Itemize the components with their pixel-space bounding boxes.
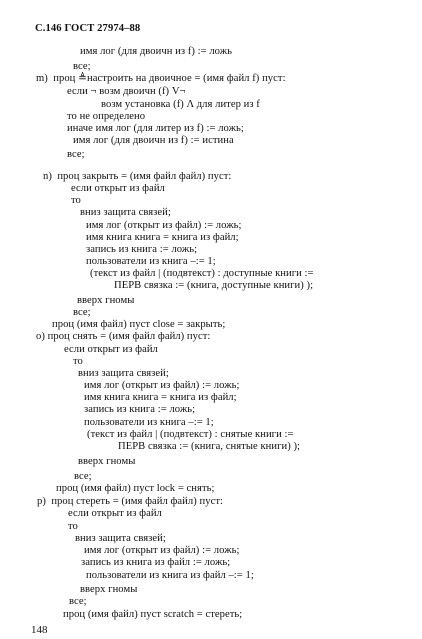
code-line: имя книга книга = книга из файл; (86, 232, 239, 243)
code-line: имя лог (открыт из файл) := ложь; (86, 220, 242, 231)
code-line: n) проц закрыть = (имя файл файл) пуст: (43, 171, 232, 182)
page-header: С.146 ГОСТ 27974–88 (35, 23, 141, 34)
code-line: запись из книга из файл := ложь; (81, 557, 231, 568)
code-line: то не определено (67, 111, 146, 122)
page-number: 148 (31, 624, 48, 636)
code-line: если ¬ возм двоичн (f) V¬ (67, 86, 186, 97)
code-line: имя лог (открыт из файл) := ложь; (84, 380, 240, 391)
code-line: то (73, 356, 83, 367)
code-line: пользователи из книга –:= 1; (86, 256, 216, 267)
code-line: иначе имя лог (для литер из f) := ложь; (67, 123, 244, 134)
code-line: m) проц ≜настроить на двоичное = (имя файл f) пуст: (36, 73, 286, 84)
code-line: (текст из файл | (подвтекст) : снятые книги := (87, 429, 294, 440)
code-line: имя лог (для двоичн из f) := истина (73, 135, 234, 146)
code-line: все; (67, 149, 85, 160)
code-line: имя лог (открыт из файл) := ложь; (84, 545, 240, 556)
code-line: все; (74, 471, 92, 482)
code-line: вниз защита связей; (78, 368, 169, 379)
code-line: если открыт из файл (64, 344, 158, 355)
code-line: пользователи из книга –:= 1; (84, 417, 214, 428)
code-line: то (71, 195, 81, 206)
code-line: проц (имя файл) пуст lock = снять; (56, 483, 215, 494)
code-line: имя лог (для двоичн из f) := ложь (80, 46, 233, 57)
code-line: все; (73, 61, 91, 72)
code-line: p) проц стереть = (имя файл файл) пуст: (37, 496, 223, 507)
code-line: o) проц снять = (имя файл файл) пуст: (36, 331, 211, 342)
code-line: запись из книга := ложь; (86, 244, 198, 255)
code-line: вверх гномы (77, 295, 135, 306)
code-line: (текст из файл | (подвтекст) : доступные книги := (90, 268, 314, 279)
code-line: если открыт из файл (68, 508, 162, 519)
code-line: если открыт из файл (71, 183, 165, 194)
code-line: имя книга книга = книга из файл; (84, 392, 237, 403)
code-line: ПЕРВ связка := (книга, доступные книги) ); (114, 280, 314, 291)
code-line: все; (73, 307, 91, 318)
code-line: запись из книга := ложь; (84, 404, 196, 415)
code-line: вверх гномы (78, 456, 136, 467)
code-line: проц (имя файл) пуст scratch = стереть; (63, 609, 243, 620)
code-line: пользователи из книга из файл –:= 1; (86, 570, 254, 581)
code-line: все; (69, 596, 87, 607)
code-line: вниз защита связей; (80, 207, 171, 218)
code-line: то (68, 521, 78, 532)
code-line: ПЕРВ связка := (книга, снятые книги) ); (118, 441, 301, 452)
code-line: проц (имя файл) пуст close = закрыть; (52, 319, 226, 330)
code-line: возм установка (f) Λ для литер из f (101, 99, 260, 110)
code-line: вверх гномы (80, 584, 138, 595)
code-line: вниз защита связей; (75, 533, 166, 544)
